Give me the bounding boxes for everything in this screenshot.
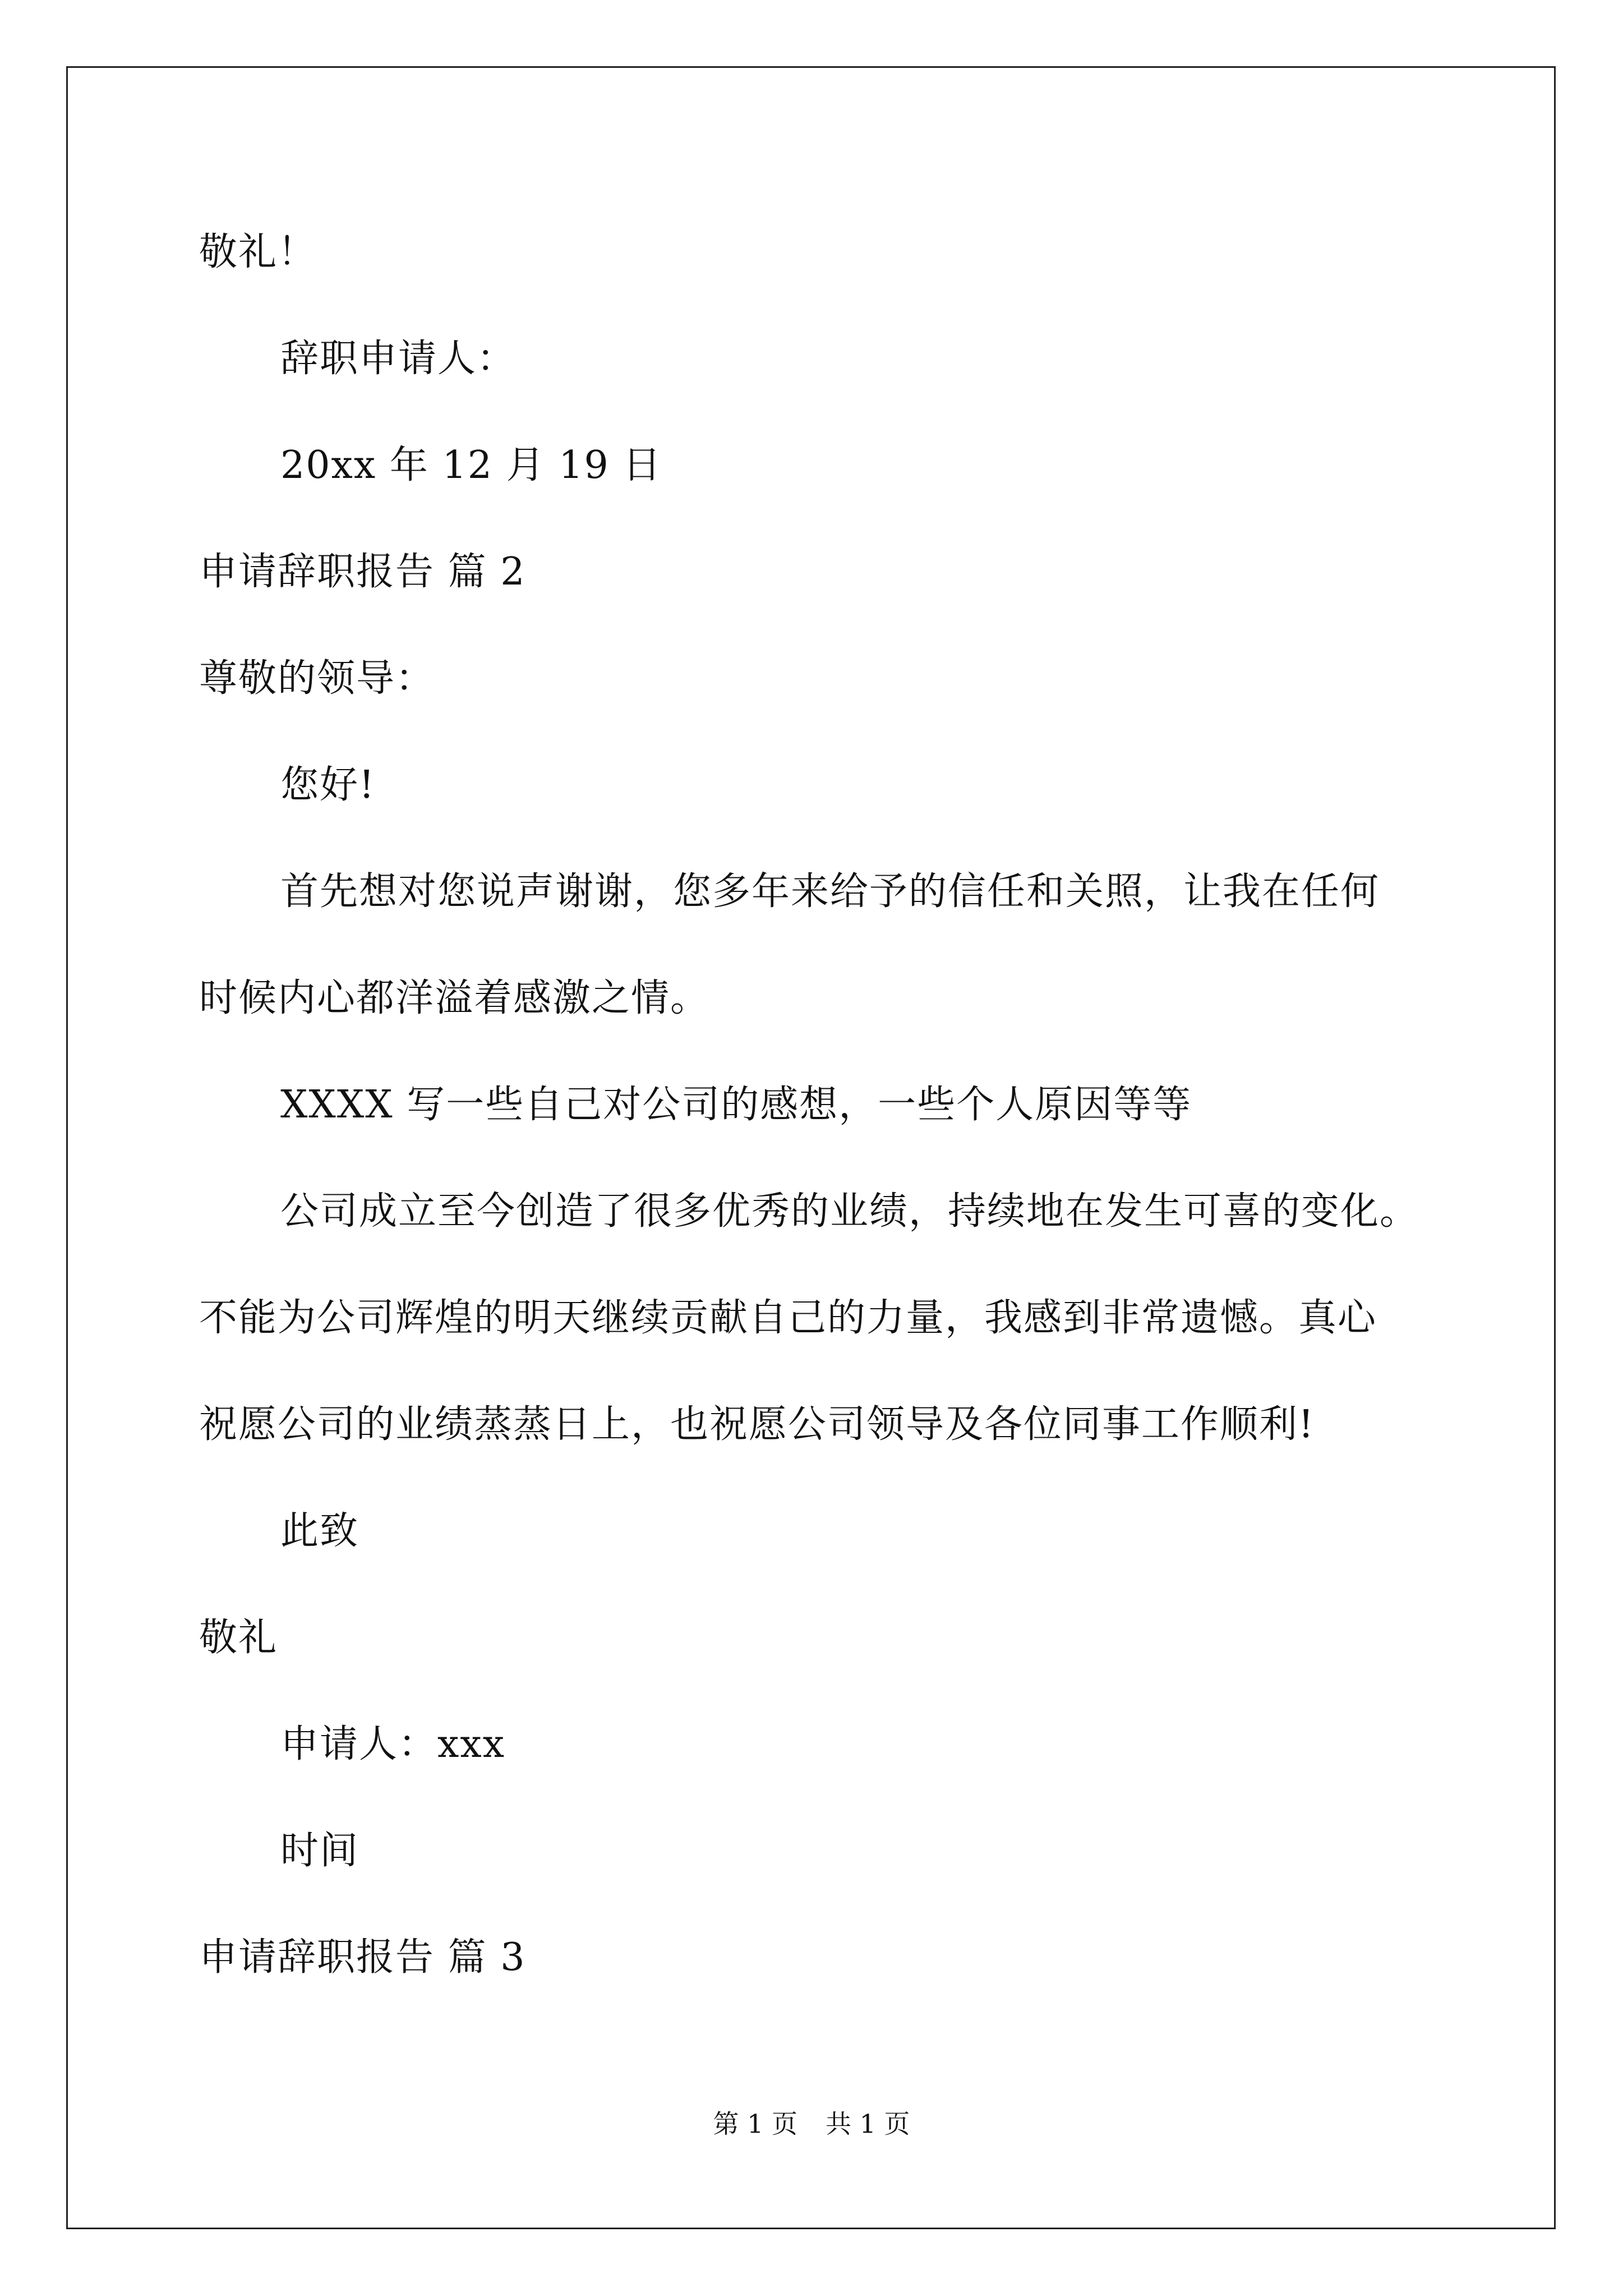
- salutation: 尊敬的领导：: [199, 656, 435, 701]
- page-footer: [0, 2107, 1623, 2141]
- greeting: 您好!: [280, 763, 376, 807]
- section-heading-2: 申请辞职报告 篇 2: [199, 550, 526, 594]
- footer-page-current: 第 1 页: [713, 2109, 797, 2139]
- closing-phrase: 此致: [280, 1509, 359, 1553]
- footer-page-total: 共 1 页: [826, 2109, 910, 2139]
- paragraph-3-line-2: 不能为公司辉煌的明天继续贡献自己的力量，我感到非常遗憾。真心: [199, 1296, 1377, 1340]
- signature-label-1: 辞职申请人：: [280, 337, 517, 381]
- paragraph-3-line-1: 公司成立至今创造了很多优秀的业绩，持续地在发生可喜的变化。: [280, 1189, 1419, 1234]
- date-line-1: 20xx 年 12 月 19 日: [280, 443, 662, 487]
- paragraph-3-line-3: 祝愿公司的业绩蒸蒸日上，也祝愿公司领导及各位同事工作顺利!: [199, 1402, 1315, 1447]
- time-line: 时间: [280, 1829, 359, 1873]
- closing-salute-2: 敬礼: [199, 1616, 278, 1660]
- paragraph-2: XXXX 写一些自己对公司的感想，一些个人原因等等: [280, 1083, 1192, 1127]
- closing-salute-1: 敬礼！: [199, 230, 317, 274]
- applicant-line: 申请人：xxx: [280, 1722, 506, 1766]
- paragraph-1-line-2: 时候内心都洋溢着感激之情。: [199, 976, 710, 1020]
- paragraph-1-line-1: 首先想对您说声谢谢，您多年来给予的信任和关照，让我在任何: [280, 869, 1380, 914]
- section-heading-3: 申请辞职报告 篇 3: [199, 1935, 526, 1980]
- page-frame: [66, 66, 1556, 2229]
